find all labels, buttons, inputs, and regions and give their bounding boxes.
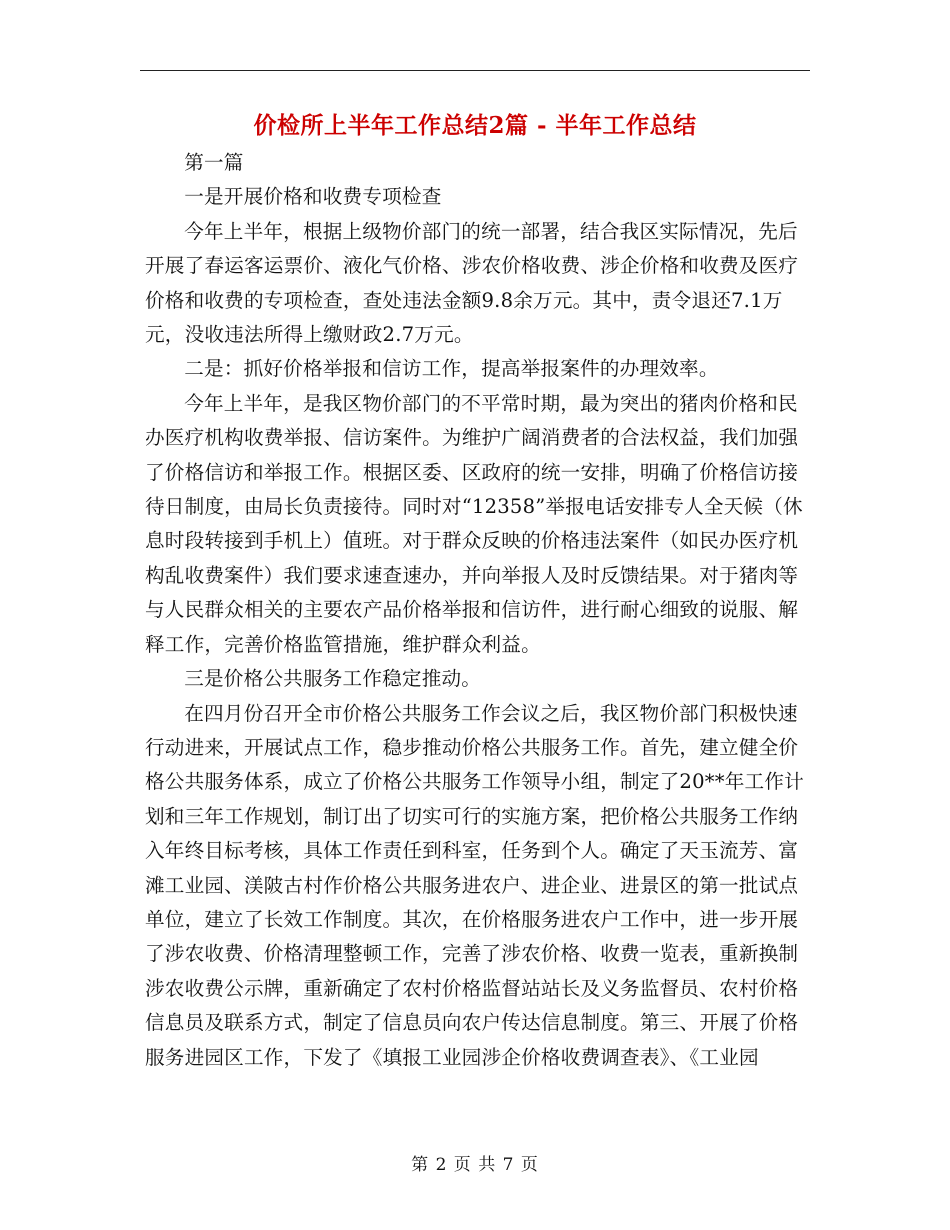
- paragraph: 在四月份召开全市价格公共服务工作会议之后，我区物价部门积极快速行动进来，开展试点工作，稳步推动价格公共服务工作。首先，建立健全价格公共服务体系，成立了价格公共服务工作领导小组，制定了20**年工作计划和三年工作规划，制订出了切实可行的实施方案，把价格公共服务工作纳入年终目标考核，具体工作责任到科室，任务到个人。确定了天玉流芳、富滩工业园、渼陂古村作价格公共服务进农户、进企业、进景区的第一批试点单位，建立了长效工作制度。其次，在价格服务进农户工作中，进一步开展了涉农收费、价格清理整顿工作，完善了涉农价格、收费一览表，重新换制涉农收费公示牌，重新确定了农村价格监督站站长及义务监督员、农村价格信息员及联系方式，制定了信息员向农户传达信息制度。第三、开展了价格服务进园区工作，下发了《填报工业园涉企价格收费调查表》、《工业园: [145, 701, 804, 1069]
- section-heading-first: 第一篇: [184, 151, 244, 174]
- paragraph: 今年上半年，是我区物价部门的不平常时期，最为突出的猪肉价格和民办医疗机构收费举报、信访案件。为维护广阔消费者的合法权益，我们加强了价格信访和举报工作。根据区委、区政府的统一安排，明确了价格信访接待日制度，由局长负责接待。同时对“12358”举报电话安排专人全天候（休息时段转接到手机上）值班。对于群众反映的价格违法案件（如民办医疗机构乱收费案件）我们要求速查速办，并向举报人及时反馈结果。对于猪肉等与人民群众相关的主要农产品价格举报和信访件，进行耐心细致的说服、解释工作，完善价格监管措施，维护群众利益。: [145, 391, 803, 656]
- header-rule: [140, 70, 810, 71]
- document-body: [145, 146, 813, 1075]
- item-heading-three: 三是价格公共服务工作稳定推动。: [184, 667, 482, 691]
- page-title: 价检所上半年工作总结2篇 - 半年工作总结: [253, 112, 697, 139]
- item-heading-two: 二是：抓好价格举报和信访工作，提高举报案件的办理效率。: [184, 357, 719, 381]
- item-heading-one: 一是开展价格和收费专项检查: [184, 185, 442, 209]
- paragraph: 今年上半年，根据上级物价部门的统一部署，结合我区实际情况，先后开展了春运客运票价、液化气价格、涉农价格收费、涉企价格和收费及医疗价格和收费的专项检查，查处违法金额9.8余万元。其中，责令退还7.1万元，没收违法所得上缴财政2.7万元。: [145, 219, 799, 347]
- page-number: 第 2 页 共 7 页: [411, 1155, 539, 1175]
